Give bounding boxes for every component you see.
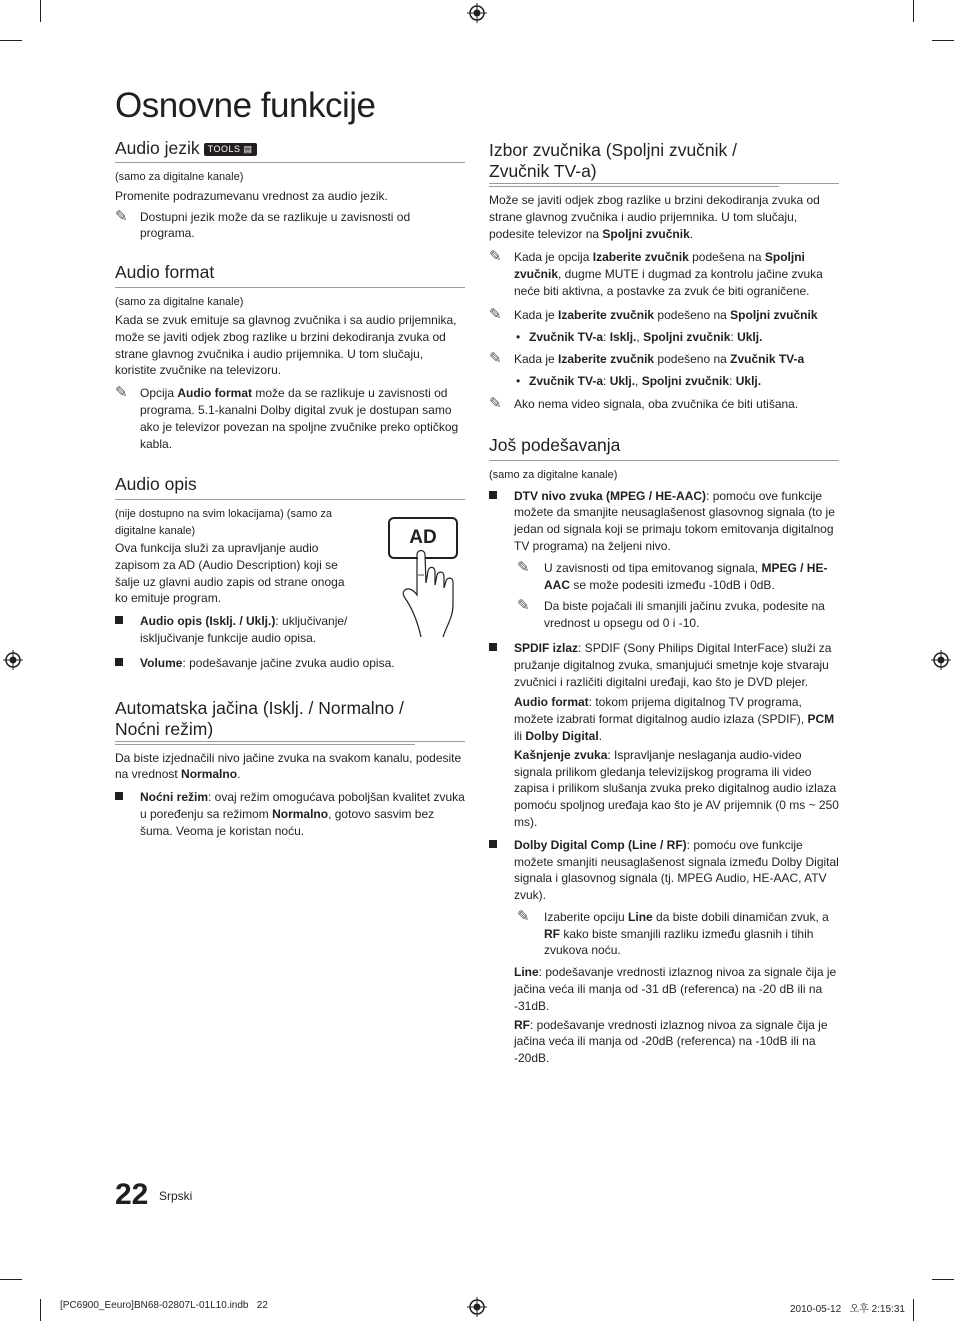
- section-audio-format: [115, 262, 465, 452]
- bullet-bold: DTV nivo zvuka (MPEG / HE-AAC): [514, 488, 707, 503]
- crop-mark: [40, 1299, 41, 1321]
- text: : podešavanje vrednosti izlaznog nivoa za signale čija je jačina veća ili manja od -31 dB (referenca) na -20 dB ili na -31dB.: [514, 965, 837, 1013]
- note-text: Ako nema video signala, oba zvučnika će biti utišana.: [514, 396, 799, 411]
- text: se može podesiti između -10dB i 0dB.: [570, 577, 775, 592]
- note-text: Da biste pojačali ili smanjili jačinu zvuka, podesite na vrednost u opsegu od 0 i -10.: [544, 599, 825, 631]
- bullet-text: : pomoću ove funkcije možete smanjiti neusaglašenost signala između Dolby Digital signala i glasovnog signala (tj. MPEG Audio, HE-AAC, ATV zvuk).: [514, 837, 839, 903]
- bold-text: Kašnjenje zvuka: [514, 747, 608, 762]
- bold-text: RF: [514, 1017, 530, 1032]
- paragraph: [489, 1017, 839, 1067]
- bullet-bold: Noćni režim: [140, 790, 209, 805]
- bullet-bold: SPDIF izlaz: [514, 640, 579, 655]
- note: [115, 385, 465, 452]
- note: [489, 909, 839, 959]
- note: [489, 560, 839, 594]
- pencil-note-icon: ✎: [517, 558, 530, 576]
- dot-bullet-icon: •: [516, 329, 521, 344]
- divider: [489, 183, 839, 184]
- section-heading: Izbor zvučnika (Spoljni zvučnik / Zvučnik TV-a): [489, 140, 779, 187]
- bullet-item: [115, 613, 360, 647]
- square-bullet-icon: [489, 840, 497, 848]
- pencil-note-icon: ✎: [517, 597, 530, 615]
- paragraph: Kada se zvuk emituje sa glavnog zvučnika i sa audio prijemnika, može se javiti odjek zbog razlike u brzini dekodiranja zvuka od strane glavnog zvučnika i audio prijemnika. U tom slučaju, koristite zvučnike na televizoru.: [115, 312, 457, 378]
- bullet-text: : pomoću ove funkcije možete da smanjite neusaglašenost glasovnog signala (to je jedan od signala koji se primaju tokom emitovanja digitalnog TV programa) na željeni nivo.: [514, 488, 835, 553]
- divider: [115, 741, 465, 742]
- section-heading: Audio format: [115, 262, 465, 288]
- heading-text: Audio jezik: [115, 138, 200, 158]
- note: [489, 598, 839, 632]
- pencil-note-icon: ✎: [489, 350, 502, 368]
- text: Da biste izjednačili nivo jačine zvuka na svakom kanalu, podesite na vrednost: [115, 750, 462, 782]
- crop-mark: [40, 0, 41, 22]
- paragraph: [489, 192, 839, 242]
- footer-file-info: [PC6900_Eeuro]BN68-02807L-01L10.indb 22: [60, 1300, 268, 1311]
- crop-mark: [0, 1279, 22, 1280]
- pencil-note-icon: ✎: [489, 394, 502, 412]
- paragraph: (samo za digitalne kanale): [115, 171, 244, 183]
- text: : podešavanje vrednosti izlaznog nivoa za signale čija je jačina veća ili manja od -20dB (referenca) na -10dB ili na -20dB.: [514, 1017, 828, 1066]
- paragraph: (samo za digitalne kanale): [489, 468, 618, 481]
- bullet-text: , gotovo sasvim bez šuma. Veoma je koristan noću.: [140, 806, 435, 838]
- section-automatska: [115, 698, 465, 840]
- bullet-item: [489, 488, 839, 555]
- paragraph: [489, 694, 839, 744]
- registration-mark-icon: [3, 650, 23, 670]
- crop-mark: [0, 40, 22, 41]
- text: U zavisnosti od tipa emitovanog signala,: [544, 560, 762, 575]
- section-jos-podesavanja: [489, 435, 839, 1067]
- bold-text: Spoljni zvučnik: [730, 307, 818, 322]
- section-heading: Automatska jačina (Isklj. / Normalno / Noćni režim): [115, 698, 415, 745]
- text: .: [237, 767, 241, 782]
- bold-text: Spoljni zvučnik: [643, 329, 731, 344]
- bold-text: Spoljni zvučnik: [641, 374, 730, 389]
- note: [489, 351, 839, 368]
- text: : Ispravljanje neslaganja audio-video signala prilikom gledanja televizijskog programa ili video zapisa i prilikom slušanja zvuka preko digitalnog audio izlaza pomoću spoljnog uređaja kao što je AV prijemnik (0 ms ~ 250 ms).: [514, 747, 839, 829]
- text: podešeno na: [654, 307, 731, 322]
- right-column: [489, 140, 839, 1067]
- bullet-item: • Zvučnik TV-a: Isklj., Spoljni zvučnik: Uklj.: [516, 329, 763, 344]
- text: , dugme MUTE i dugmad za kontrolu jačine zvuka neće biti aktivna, a postavke za zvuk će biti ograničene.: [514, 267, 823, 298]
- tools-label: TOOLS: [207, 144, 241, 154]
- bold-text: Uklj.: [737, 329, 763, 344]
- text: Kada je opcija: [514, 250, 593, 265]
- bullet-item: [115, 655, 465, 672]
- bold-text: MPEG / HE-AAC: [544, 560, 828, 592]
- bold-text: Izaberite zvučnik: [592, 250, 689, 265]
- registration-mark-icon: [931, 650, 951, 670]
- bullet-text: : ovaj režim omogućava poboljšan kvalitet zvuka u poređenju sa režimom: [140, 790, 465, 821]
- bullet-bold: Normalno: [272, 806, 329, 821]
- tools-badge: [204, 143, 257, 156]
- bold-text: Izaberite zvučnik: [558, 352, 655, 367]
- note: [489, 396, 839, 413]
- text: kako biste smanjili razliku između glasnih i tihih zvukova noću.: [544, 926, 814, 958]
- divider: [115, 162, 465, 163]
- bold-text: Isklj.: [609, 329, 637, 344]
- bullet-item: • Zvučnik TV-a: Uklj., Spoljni zvučnik: Uklj.: [516, 374, 762, 389]
- text: ili: [514, 728, 526, 743]
- page-title: Osnovne funkcije: [115, 86, 376, 125]
- bold-text: RF: [544, 926, 560, 941]
- ad-label: AD: [409, 527, 437, 548]
- square-bullet-icon: [115, 616, 123, 624]
- pencil-note-icon: ✎: [489, 305, 502, 323]
- crop-mark: [932, 1279, 954, 1280]
- bold-text: Spoljni zvučnik: [514, 250, 805, 282]
- note: [489, 307, 839, 324]
- text: Izaberite opciju: [544, 909, 629, 924]
- bold-text: Uklj.: [735, 374, 762, 389]
- left-column: [115, 138, 465, 840]
- square-bullet-icon: [489, 491, 497, 499]
- dot-bullet-icon: •: [516, 374, 521, 389]
- text: Može se javiti odjek zbog razlike u brzini dekodiranja zvuka od strane glavnog zvučnika i audio prijemnika. U tom slučaju, podesite televizor na: [489, 193, 820, 241]
- bold-text: PCM: [807, 712, 835, 727]
- pencil-note-icon: ✎: [517, 907, 530, 925]
- bold-text: Spoljni zvučnik: [602, 226, 690, 241]
- text: : tokom prijema digitalnog TV programa, možete izabrati format digitalnog audio izlaza (SPDIF),: [514, 695, 808, 727]
- pencil-note-icon: ✎: [115, 207, 128, 225]
- bold-text: Line: [628, 909, 653, 924]
- pencil-note-icon: ✎: [115, 384, 128, 402]
- bullet-bold: Volume: [140, 655, 183, 670]
- note-text: Opcija: [140, 386, 178, 401]
- registration-mark-icon: [467, 1297, 487, 1317]
- bullet-item: [115, 789, 465, 839]
- bullet-text: : uključivanje/ isključivanje funkcije audio opisa.: [140, 614, 348, 645]
- square-bullet-icon: [115, 658, 123, 666]
- paragraph: [489, 964, 839, 1014]
- footer-timestamp: 2010-05-12 오후 2:15:31: [790, 1304, 905, 1315]
- text: .: [689, 226, 694, 241]
- registration-mark-icon: [467, 3, 487, 23]
- bullet-text: : SPDIF (Sony Philips Digital InterFace) služi za pružanje digitalnog zvuka, smanjujući smetnje koje stvaraju zvučnici i različiti digitalni uređaji, kao što je DVD plejer.: [514, 640, 832, 689]
- pencil-note-icon: ✎: [489, 248, 502, 266]
- bullet-item: [489, 640, 839, 690]
- text: da biste dobili dinamičan zvuk, a: [652, 909, 829, 924]
- bold-text: Zvučnik TV-a: [529, 374, 604, 389]
- section-izbor-zvucnika: [489, 140, 839, 413]
- text: Kada je: [514, 352, 559, 367]
- square-bullet-icon: [489, 643, 497, 651]
- bold-text: Izaberite zvučnik: [558, 307, 655, 322]
- paragraph: (samo za digitalne kanale): [115, 296, 244, 309]
- bold-text: Normalno: [181, 767, 238, 782]
- section-audio-jezik: [115, 138, 465, 242]
- bullet-text: : podešavanje jačine zvuka audio opisa.: [182, 655, 395, 670]
- crop-mark: [913, 1299, 914, 1321]
- section-heading: Još podešavanja: [489, 435, 839, 461]
- section-heading: [115, 138, 465, 159]
- page-language: Srpski: [159, 1189, 193, 1203]
- page-number: 22: [115, 1178, 149, 1211]
- pointing-hand-icon: [395, 545, 470, 640]
- section-heading: Audio opis: [115, 474, 465, 500]
- paragraph: [489, 747, 839, 831]
- paragraph: Ova funkcija služi za upravljanje audio zapisom za AD (Audio Description) koji se šalje uz glavni audio zapis od strane onoga ko emituje program.: [115, 540, 345, 606]
- paragraph: Promenite podrazumevanu vrednost za audio jezik.: [115, 188, 388, 203]
- bullet-bold: Audio opis (Isklj. / Uklj.): [140, 614, 276, 629]
- text: podešeno na: [654, 352, 731, 367]
- bold-text: Line: [514, 965, 539, 980]
- bold-text: Zvučnik TV-a: [730, 352, 805, 367]
- paragraph: (nije dostupno na svim lokacijama) (samo za digitalne kanale): [115, 508, 333, 538]
- text: Kada je: [514, 307, 559, 322]
- bullet-bold: Dolby Digital Comp (Line / RF): [514, 837, 687, 852]
- text: podešena na: [688, 250, 765, 265]
- crop-mark: [913, 0, 914, 22]
- square-bullet-icon: [115, 792, 123, 800]
- text: .: [598, 728, 603, 743]
- bold-text: Uklj.: [609, 374, 636, 389]
- bold-text: Audio format: [514, 695, 589, 710]
- note-text: Dostupni jezik može da se razlikuje u zavisnosti od programa.: [140, 209, 411, 241]
- bold-text: Zvučnik TV-a: [529, 329, 604, 344]
- bold-text: Dolby Digital: [525, 728, 599, 743]
- note-bold: Audio format: [177, 386, 253, 401]
- note: [115, 209, 465, 243]
- note: [489, 249, 839, 299]
- paragraph: [115, 750, 465, 784]
- crop-mark: [932, 40, 954, 41]
- note-text: može da se razlikuje u zavisnosti od programa. 5.1-kanalni Dolby digital zvuk je dostupan samo ako je televizor povezan na spoljne zvučnike preko optičkog kabla.: [140, 386, 459, 451]
- tools-icon: ▤: [243, 144, 253, 154]
- bullet-item: [489, 837, 839, 904]
